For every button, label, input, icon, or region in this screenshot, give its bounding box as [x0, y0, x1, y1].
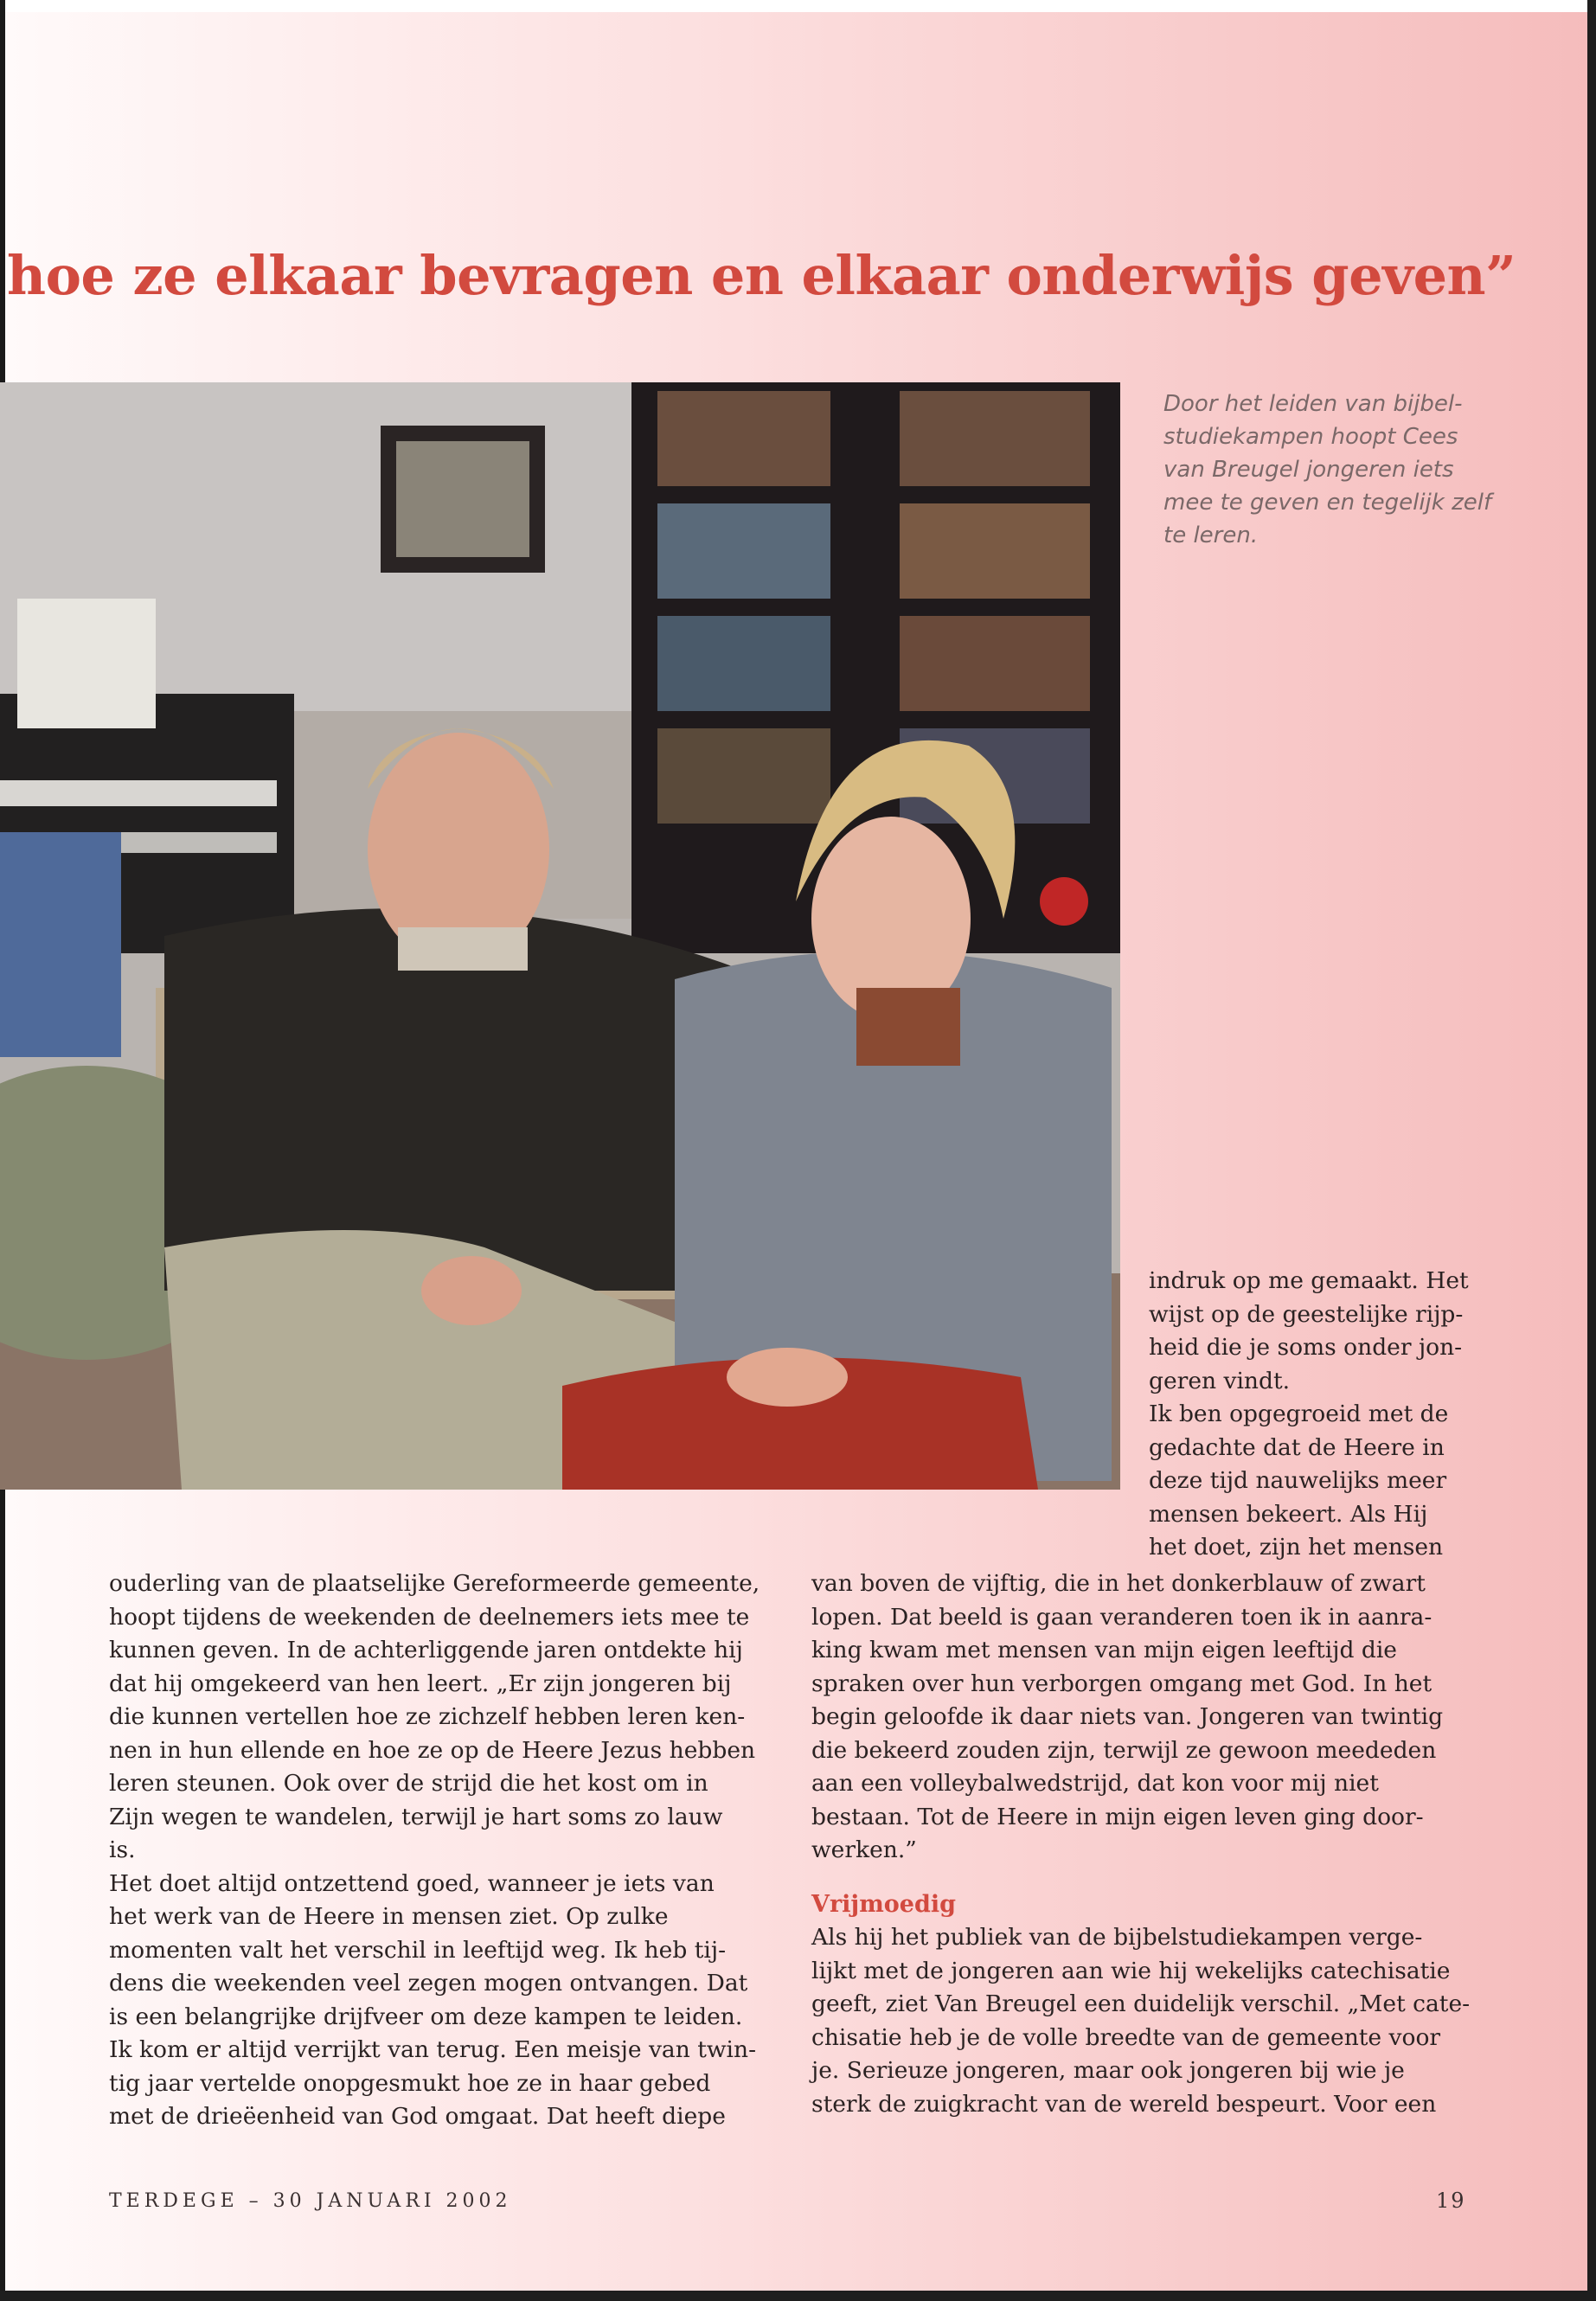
caption-line: mee te geven en tegelijk zelf — [1163, 490, 1492, 516]
text-line: gedachte dat de Heere in — [1149, 1433, 1445, 1461]
top-scan-margin — [0, 0, 1596, 12]
article-headline: hoe ze elkaar bevragen en elkaar onderwijs geven” — [7, 244, 1516, 307]
text-line: spraken over hun verborgen omgang met God. In het — [811, 1670, 1433, 1697]
text-line: je. Serieuze jongeren, maar ook jongeren bij wie je — [811, 2057, 1405, 2084]
text-line: het doet, zijn het mensen — [1149, 1534, 1444, 1561]
caption-line: van Breugel jongeren iets — [1163, 457, 1454, 483]
text-line: lopen. Dat beeld is gaan veranderen toen ik in aanra- — [811, 1603, 1433, 1631]
photo-caption — [1163, 388, 1501, 552]
text-line: Ik kom er altijd verrijkt van terug. Een meisje van twin- — [109, 2036, 757, 2063]
text-line: werken.” — [811, 1836, 917, 1863]
article-photo — [0, 382, 1120, 1490]
text-line: sterk de zuigkracht van de wereld bespeurt. Voor een — [811, 2090, 1437, 2118]
text-line: mensen bekeert. Als Hij — [1149, 1500, 1428, 1528]
text-line: Als hij het publiek van de bijbelstudiekampen verge- — [811, 1924, 1423, 1951]
text-line: lijkt met de jongeren aan wie hij wekelijks catechisatie — [811, 1957, 1451, 1984]
text-line: geeft, ziet Van Breugel een duidelijk verschil. „Met cate- — [811, 1990, 1471, 2017]
text-line: king kwam met mensen van mijn eigen leeftijd die — [811, 1637, 1397, 1663]
text-line: momenten valt het verschil in leeftijd weg. Ik heb tij- — [109, 1936, 727, 1964]
text-line: Ik ben opgegroeid met de — [1149, 1400, 1449, 1427]
page-number: 19 — [1436, 2189, 1466, 2213]
text-line: aan een volleybalwedstrijd, dat kon voor mij niet — [811, 1770, 1379, 1797]
caption-line: Door het leiden van bijbel- — [1163, 391, 1463, 417]
right-column-text — [1149, 1265, 1469, 1565]
text-line: wijst op de geestelijke rijp- — [1149, 1300, 1464, 1328]
right-scan-edge — [1587, 0, 1596, 2301]
text-line: ouderling van de plaatselijke Gereformeerde gemeente, — [109, 1570, 760, 1597]
caption-line: studiekampen hoopt Cees — [1163, 424, 1458, 450]
caption-line: te leren. — [1163, 522, 1259, 548]
text-line: bestaan. Tot de Heere in mijn eigen leven ging door- — [811, 1803, 1424, 1830]
text-line: deze tijd nauwelijks meer — [1149, 1467, 1447, 1494]
photo-illustration — [0, 382, 1120, 1490]
section-subheading: Vrijmoedig — [811, 1890, 956, 1918]
magazine-footer: TERDEGE – 30 JANUARI 2002 — [109, 2190, 512, 2212]
text-line: leren steunen. Ook over de strijd die het kost om in — [109, 1770, 708, 1797]
text-line: met de drieëenheid van God omgaat. Dat heeft diepe — [109, 2103, 726, 2130]
text-line: die kunnen vertellen hoe ze zichzelf hebben leren ken- — [109, 1703, 746, 1730]
text-line: dens die weekenden veel zegen mogen ontvangen. Dat — [109, 1970, 748, 1997]
text-line: indruk op me gemaakt. Het — [1149, 1267, 1469, 1294]
text-line: tig jaar vertelde onopgesmukt hoe ze in haar gebed — [109, 2069, 711, 2097]
text-line: begin geloofde ik daar niets van. Jongeren van twintig — [811, 1703, 1444, 1730]
text-line: hoopt tijdens de weekenden de deelnemers iets mee te — [109, 1603, 750, 1631]
text-line: chisatie heb je de volle breedte van de gemeente voor — [811, 2023, 1441, 2051]
text-line: van boven de vijftig, die in het donkerblauw of zwart — [811, 1570, 1426, 1597]
text-line: kunnen geven. In de achterliggende jaren ontdekte hij — [109, 1637, 743, 1663]
text-line: is. — [109, 1836, 136, 1863]
bottom-scan-edge — [0, 2291, 1596, 2301]
middle-column-text — [811, 1567, 1477, 2121]
left-column-text — [109, 1567, 766, 2134]
text-line: Het doet altijd ontzettend goed, wanneer je iets van — [109, 1869, 715, 1897]
text-line: geren vindt. — [1149, 1367, 1291, 1394]
text-line: is een belangrijke drijfveer om deze kampen te leiden. — [109, 2003, 743, 2030]
text-line: heid die je soms onder jon- — [1149, 1334, 1463, 1361]
text-line: dat hij omgekeerd van hen leert. „Er zijn jongeren bij — [109, 1670, 732, 1697]
text-line: die bekeerd zouden zijn, terwijl ze gewoon meededen — [811, 1736, 1437, 1764]
text-line: nen in hun ellende en hoe ze op de Heere Jezus hebben — [109, 1736, 756, 1764]
text-line: Zijn wegen te wandelen, terwijl je hart soms zo lauw — [109, 1803, 723, 1830]
text-line: het werk van de Heere in mensen ziet. Op zulke — [109, 1903, 669, 1930]
